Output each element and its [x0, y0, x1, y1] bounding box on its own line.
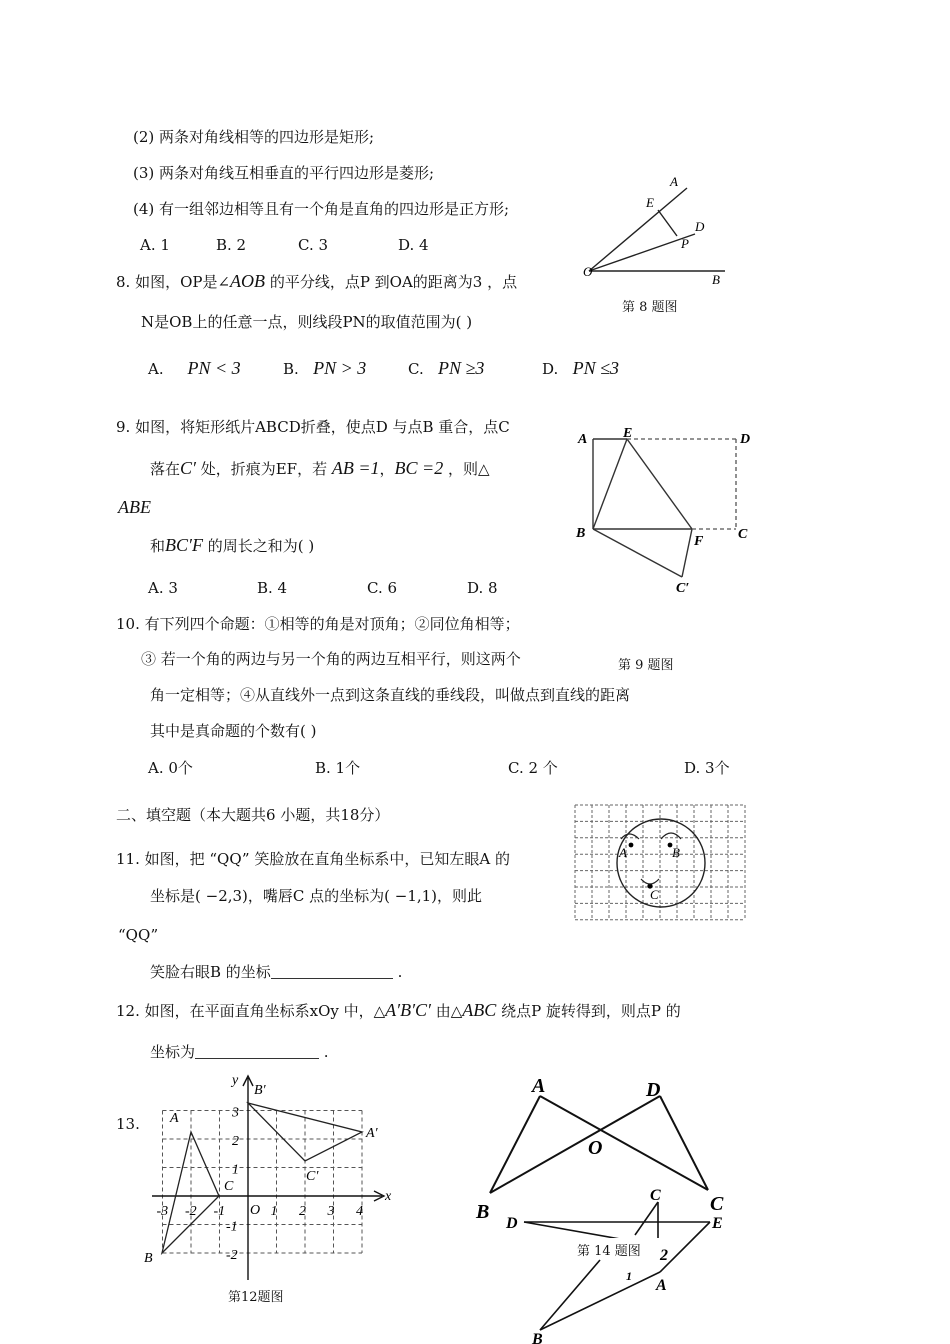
q9-option-a: A. 3	[148, 579, 178, 597]
q7-option-a: A. 1	[140, 236, 170, 254]
q9-label-c-prime: C′	[676, 581, 690, 596]
q8-option-c: C. PN ≥3	[408, 358, 485, 378]
q10-line-3: 角一定相等；④从直线外一点到这条直线的垂线段，叫做点到直线的距离	[150, 686, 631, 704]
q11-label-c: C	[650, 887, 659, 902]
left-eye	[629, 843, 634, 848]
q10-line-4: 其中是真命题的个数有( )	[150, 722, 317, 740]
q7-option-b: B. 2	[216, 236, 247, 254]
q9-label-b: B	[576, 526, 586, 541]
q14-label-c: C	[650, 1187, 661, 1204]
q12-line-1: 12. 如图，在平面直角坐标系xOy 中，△A′B′C′ 由△ABC 绕点P 旋转得到，则点P 的	[116, 1000, 681, 1020]
y-tick-label: -1	[226, 1219, 238, 1235]
q10-option-d: D. 3个	[684, 759, 730, 777]
y-tick-label: 3	[232, 1105, 239, 1121]
q10-option-b: B. 1个	[315, 759, 361, 777]
q8-label-b: B	[712, 272, 720, 287]
x-tick-label: 2	[299, 1204, 306, 1219]
q13-number: 13.	[116, 1115, 140, 1133]
q10-line-1: 10. 有下列四个命题：①相等的角是对顶角；②同位角相等；	[116, 615, 520, 633]
x-tick-label: -3	[156, 1204, 169, 1219]
q8-figure-caption: 第 8 题图	[622, 300, 678, 315]
q8-label-p: P	[681, 236, 689, 251]
q8-label-o: O	[583, 264, 593, 279]
q10-option-c: C. 2 个	[508, 759, 558, 777]
x-tick-label: 4	[356, 1204, 363, 1219]
q9-line-2: 落在C′ 处，折痕为EF，若 AB =1，BC =2 ，则△	[150, 458, 490, 478]
q9-line-1: 9. 如图，将矩形纸片ABCD折叠，使点D 与点B 重合，点C	[116, 418, 510, 436]
q9-line-4: 和BC′F 的周长之和为( )	[150, 535, 315, 555]
q13-label-o: O	[588, 1137, 603, 1159]
q13-label-d: D	[646, 1079, 661, 1101]
q8-line-1: 8. 如图，OP是∠AOB 的平分线，点P 到OA的距离为3 ，点	[116, 271, 518, 291]
q8-label-d: D	[695, 219, 705, 234]
q9-line-3: ABE	[118, 497, 151, 517]
q13-label-b: B	[476, 1201, 490, 1223]
q14-label-angle-1: 1	[626, 1269, 632, 1283]
q11-label-a: A	[619, 845, 627, 860]
perpendicular-pe	[658, 210, 677, 236]
q14-figure	[500, 1180, 740, 1344]
q11-line-1: 11. 如图，把 “QQ” 笑脸放在直角坐标系中，已知左眼A 的	[116, 850, 510, 868]
q14-label-a: A	[656, 1277, 667, 1294]
q8-figure	[575, 170, 735, 290]
q11-figure	[575, 805, 747, 921]
origin-label: O	[250, 1203, 261, 1218]
y-tick-label: 1	[232, 1162, 239, 1178]
q7-option-d: D. 4	[398, 236, 429, 254]
section-2-heading: 二、填空题（本大题共6 小题，共18分）	[116, 806, 390, 824]
q8-label-e: E	[646, 195, 654, 210]
q9-option-c: C. 6	[367, 579, 398, 597]
q12-label-c: C	[224, 1179, 234, 1194]
q10-line-2: ③ 若一个角的两边与另一个角的两边互相平行，则这两个	[141, 650, 521, 668]
q14-label-angle-2: 2	[660, 1247, 668, 1264]
q11-label-b: B	[672, 845, 680, 860]
q12-figure-caption: 第12题图	[228, 1290, 284, 1305]
q12-label-a: A	[170, 1111, 179, 1126]
q8-option-b: B. PN > 3	[283, 358, 367, 378]
q9-label-f: F	[694, 534, 704, 549]
mouth	[641, 879, 659, 884]
q11-answer-blank[interactable]	[271, 964, 393, 979]
x-tick-label: -1	[213, 1204, 226, 1219]
q12-line-2: 坐标为 .	[150, 1043, 329, 1061]
q9-label-e: E	[623, 426, 633, 441]
x-axis-label: x	[385, 1189, 392, 1204]
x-tick-label: 3	[327, 1204, 335, 1219]
y-tick-label: 2	[232, 1134, 239, 1149]
q7-statement-3: (3) 两条对角线互相垂直的平行四边形是菱形;	[133, 164, 435, 182]
ray-op	[589, 234, 695, 271]
x-tick-label: 1	[270, 1204, 278, 1219]
triangle-abc	[162, 1132, 219, 1253]
q13-label-a: A	[532, 1075, 546, 1097]
q11-line-2: 坐标是( −2,3)，嘴唇C 点的坐标为( −1,1)，则此	[150, 887, 483, 905]
q12-answer-blank[interactable]	[195, 1044, 319, 1059]
x-tick-label: -2	[185, 1204, 197, 1219]
q14-label-e: E	[712, 1215, 723, 1232]
q9-option-d: D. 8	[467, 579, 498, 597]
q9-figure-caption: 第 9 题图	[618, 658, 674, 673]
q14-label-d: D	[506, 1215, 518, 1232]
q9-label-d: D	[740, 432, 751, 447]
q12-figure	[140, 1070, 400, 1285]
q8-option-d: D. PN ≤3	[542, 358, 619, 378]
q11-line-4: 笑脸右眼B 的坐标 .	[150, 963, 403, 981]
q14-figure-caption: 第 14 题图	[577, 1244, 641, 1259]
q12-label-a-prime: A′	[366, 1126, 378, 1141]
y-axis-label: y	[232, 1073, 239, 1088]
y-tick-label: -2	[226, 1248, 238, 1263]
q13-label-c: C	[710, 1193, 724, 1215]
q9-figure	[570, 425, 765, 600]
q10-option-a: A. 0个	[148, 759, 193, 777]
q8-label-a: A	[670, 174, 678, 189]
qq-face	[617, 819, 705, 907]
q7-option-c: C. 3	[298, 236, 329, 254]
q7-statement-4: (4) 有一组邻边相等且有一个角是直角的四边形是正方形;	[133, 200, 510, 218]
q7-statement-2: (2) 两条对角线相等的四边形是矩形;	[133, 128, 375, 146]
q12-label-b-prime: B′	[254, 1083, 266, 1098]
q12-label-c-prime: C′	[306, 1169, 319, 1184]
q9-option-b: B. 4	[257, 579, 288, 597]
q8-line-2: N是OB上的任意一点，则线段PN的取值范围为( )	[141, 313, 473, 331]
q8-option-a: A. PN < 3	[148, 358, 241, 378]
q9-label-c: C	[738, 527, 748, 542]
q12-label-b: B	[144, 1251, 153, 1266]
q14-label-b: B	[532, 1331, 543, 1344]
q9-label-a: A	[578, 432, 588, 447]
q11-line-3: “QQ”	[118, 926, 159, 944]
